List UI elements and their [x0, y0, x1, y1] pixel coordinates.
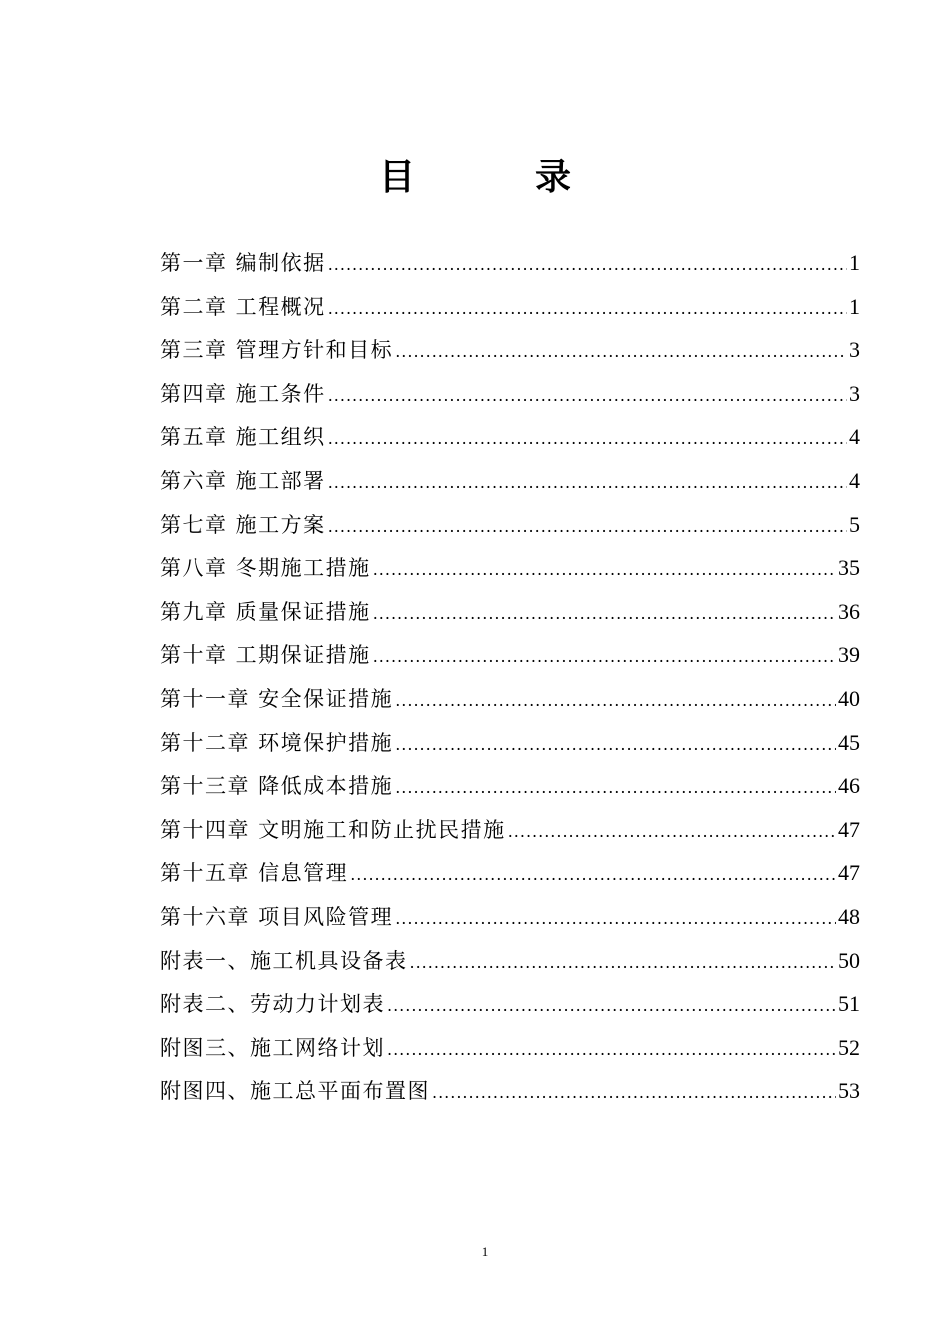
toc-entry-label: 第十一章 安全保证措施 — [160, 686, 394, 711]
toc-entry[interactable] — [160, 592, 860, 636]
toc-dot-leader — [395, 768, 836, 808]
toc-dot-leader — [387, 986, 836, 1026]
toc-entry-page: 3 — [849, 337, 860, 363]
toc-entry[interactable] — [160, 635, 860, 679]
toc-dot-leader — [395, 725, 836, 765]
toc-entry[interactable] — [160, 330, 860, 374]
toc-entry-page: 52 — [838, 1034, 860, 1060]
toc-dot-leader — [373, 594, 836, 634]
toc-entry-label: 附表一、施工机具设备表 — [160, 948, 408, 973]
toc-entry[interactable] — [160, 1071, 860, 1115]
footer-page-number: 1 — [481, 1244, 489, 1259]
toc-entry-page: 3 — [849, 380, 860, 406]
toc-dot-leader — [508, 812, 836, 852]
toc-entry-label: 第十五章 信息管理 — [160, 861, 349, 886]
toc-entry-page: 46 — [838, 773, 860, 799]
toc-entry-label: 附表二、劳动力计划表 — [160, 992, 385, 1017]
toc-entry-label: 第三章 管理方针和目标 — [160, 338, 394, 363]
toc-entry-label: 第一章 编制依据 — [160, 251, 326, 275]
toc-entry-label: 第十六章 项目风险管理 — [160, 904, 394, 929]
toc-entry-label: 附图四、施工总平面布置图 — [160, 1079, 430, 1104]
toc-entry[interactable] — [160, 548, 860, 592]
toc-entry-label: 第十二章 环境保护措施 — [160, 730, 394, 755]
toc-dot-leader — [373, 637, 836, 677]
toc-entry-page: 48 — [838, 903, 860, 929]
toc-entry[interactable] — [160, 461, 860, 505]
toc-entry-label: 第十四章 文明施工和防止扰民措施 — [160, 817, 506, 842]
toc-dot-leader — [328, 245, 847, 285]
toc-entry[interactable] — [160, 723, 860, 767]
page-title: 目 录 — [378, 157, 613, 198]
toc-dot-leader — [387, 1030, 836, 1070]
toc-entry-page: 39 — [838, 642, 860, 668]
table-of-contents — [160, 243, 860, 1115]
toc-entry-page: 4 — [849, 424, 860, 450]
toc-dot-leader — [328, 419, 847, 459]
toc-entry[interactable] — [160, 941, 860, 985]
toc-dot-leader — [350, 855, 836, 895]
toc-entry-label: 第七章 施工方案 — [160, 512, 326, 537]
toc-dot-leader — [373, 550, 836, 590]
toc-entry-label: 第五章 施工组织 — [160, 425, 326, 450]
toc-entry-page: 5 — [849, 511, 860, 537]
toc-entry[interactable] — [160, 853, 860, 897]
toc-entry[interactable] — [160, 897, 860, 941]
toc-entry[interactable] — [160, 374, 860, 418]
toc-entry-page: 40 — [838, 685, 860, 711]
toc-entry-label: 第四章 施工条件 — [160, 381, 326, 406]
toc-dot-leader — [328, 507, 847, 547]
toc-entry-label: 第六章 施工部署 — [160, 468, 326, 493]
toc-entry-page: 47 — [838, 816, 860, 842]
toc-entry-label: 第八章 冬期施工措施 — [160, 556, 371, 581]
toc-entry[interactable] — [160, 417, 860, 461]
toc-entry[interactable] — [160, 984, 860, 1028]
toc-entry-label: 第二章 工程概况 — [160, 294, 326, 319]
toc-entry[interactable] — [160, 679, 860, 723]
toc-entry-label: 第九章 质量保证措施 — [160, 599, 371, 624]
toc-dot-leader — [328, 289, 847, 329]
toc-entry-page: 4 — [849, 467, 860, 493]
toc-entry[interactable] — [160, 505, 860, 549]
toc-entry-page: 51 — [838, 991, 860, 1017]
toc-entry-page: 47 — [838, 860, 860, 886]
toc-entry[interactable] — [160, 766, 860, 810]
toc-entry-page: 53 — [838, 1078, 860, 1104]
toc-entry-label: 附图三、施工网络计划 — [160, 1035, 385, 1060]
toc-dot-leader — [395, 681, 836, 721]
toc-dot-leader — [395, 332, 847, 372]
toc-entry-page: 35 — [838, 555, 860, 581]
toc-dot-leader — [328, 376, 847, 416]
toc-entry-page: 50 — [838, 947, 860, 973]
toc-entry[interactable] — [160, 287, 860, 331]
toc-dot-leader — [328, 463, 847, 503]
toc-entry[interactable] — [160, 810, 860, 854]
toc-dot-leader — [432, 1073, 836, 1113]
toc-dot-leader — [395, 899, 836, 939]
toc-entry-label: 第十三章 降低成本措施 — [160, 774, 394, 799]
toc-entry-page: 1 — [849, 293, 860, 319]
toc-entry-page: 45 — [838, 729, 860, 755]
toc-dot-leader — [410, 943, 837, 983]
toc-entry-page: 36 — [838, 598, 860, 624]
toc-entry-page: 1 — [849, 250, 860, 275]
toc-entry[interactable] — [160, 1028, 860, 1072]
toc-entry-label: 第十章 工期保证措施 — [160, 643, 371, 668]
toc-entry[interactable] — [160, 243, 860, 287]
